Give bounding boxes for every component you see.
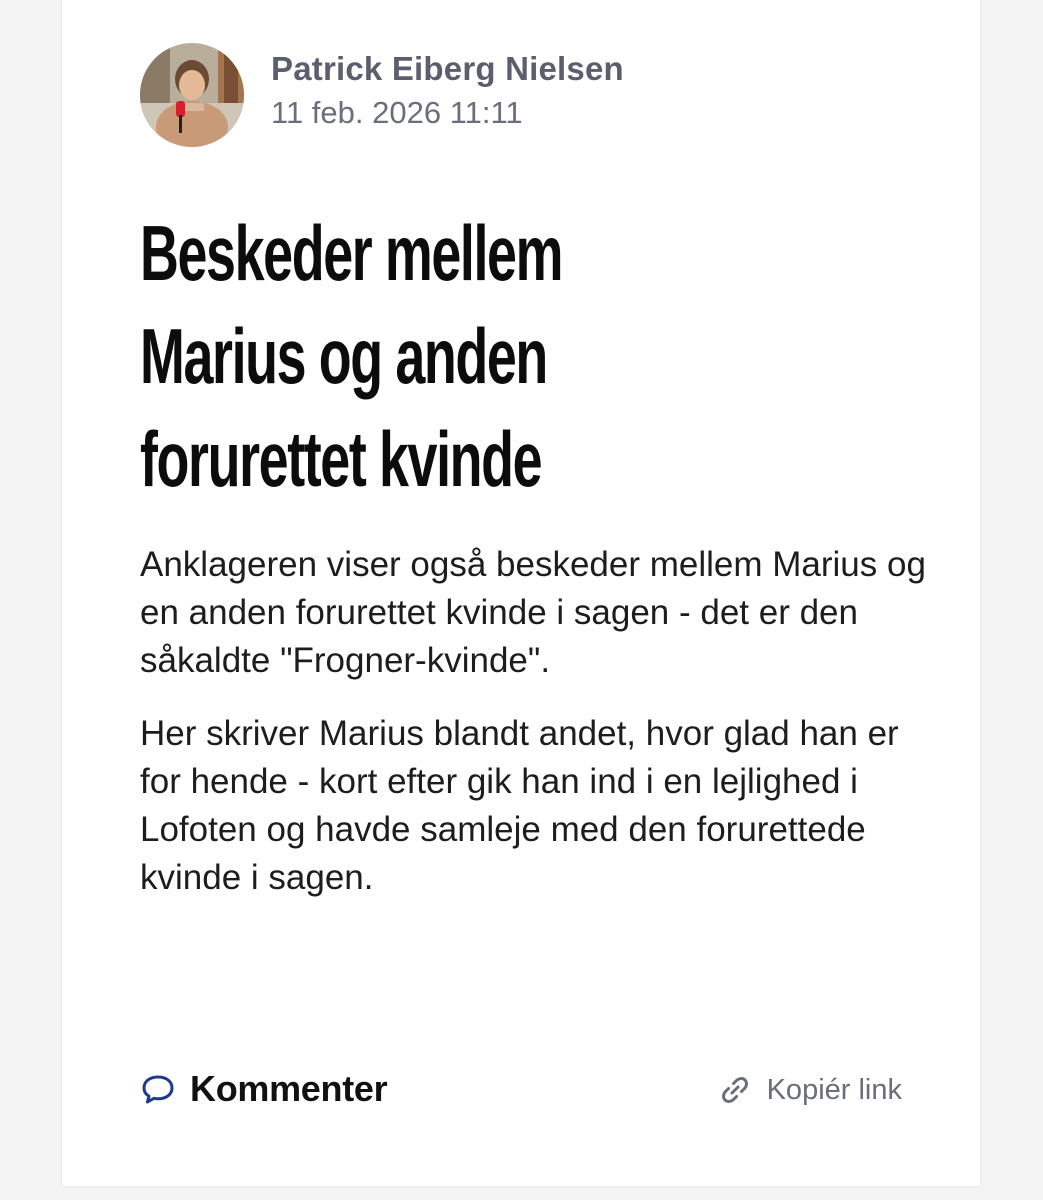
author-name[interactable]: Patrick Eiberg Nielsen	[271, 50, 624, 87]
author-header	[140, 43, 624, 147]
post-timestamp: 11 feb. 2026 11:11	[271, 95, 523, 130]
post-actions	[140, 1068, 902, 1118]
comment-button[interactable]	[140, 1068, 387, 1110]
post-headline	[140, 202, 761, 511]
copy-link-label: Kopiér link	[766, 1073, 902, 1106]
comment-label: Kommenter	[190, 1068, 388, 1109]
post-card	[62, 0, 980, 1186]
link-chain-icon	[717, 1072, 753, 1108]
avatar-photo	[140, 43, 244, 147]
body-paragraph: Anklageren viser også beskeder mellem Marius og en anden forurettet kvinde i sagen - det er den såkaldte "Frogner-kvinde".	[140, 545, 926, 680]
post-body	[140, 541, 940, 927]
author-meta	[271, 49, 624, 133]
headline-line: Beskeder mellem	[140, 209, 563, 297]
headline-line: forurettet kvinde	[140, 415, 542, 503]
copy-link-button[interactable]	[717, 1072, 902, 1108]
body-paragraph: Her skriver Marius blandt andet, hvor glad han er for hende - kort efter gik han ind i en lejlighed i Lofoten og havde samleje med den forurettede kvinde i sagen.	[140, 714, 899, 897]
author-avatar[interactable]	[140, 43, 244, 147]
headline-line: Marius og anden	[140, 312, 547, 400]
speech-bubble-icon	[140, 1071, 176, 1107]
